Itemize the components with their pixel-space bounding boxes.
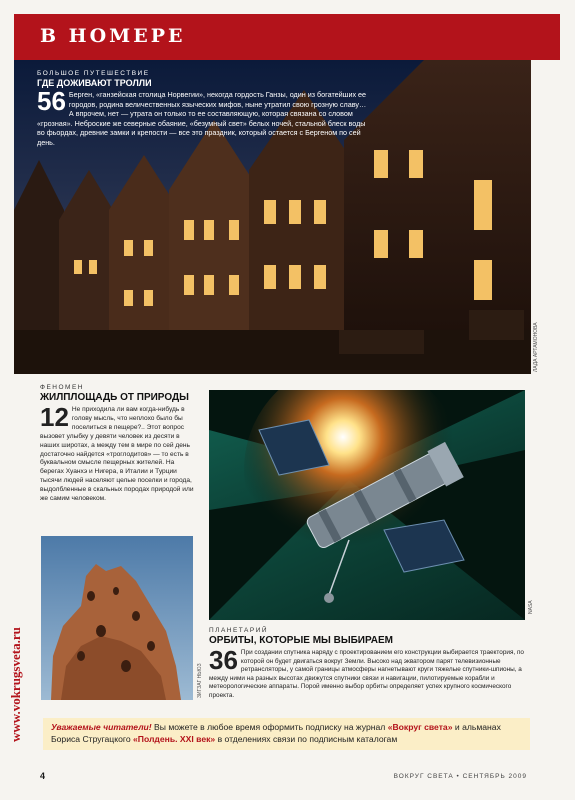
photo-credit-satellite: NASA: [528, 600, 534, 614]
article-body: [40, 402, 200, 504]
article-body: [37, 86, 367, 148]
article-kicker: БОЛЬШОЕ ПУТЕШЕСТВИЕ: [37, 70, 150, 77]
subscription-banner: [43, 718, 530, 750]
page-ref[interactable]: 36: [209, 645, 238, 675]
page-ref[interactable]: 12: [40, 402, 69, 432]
article-headline: ГДЕ ДОЖИВАЮТ ТРОЛЛИ: [37, 78, 152, 88]
site-url[interactable]: www.vokrugsveta.ru: [8, 627, 23, 742]
article-kicker: ФЕНОМЕН: [40, 384, 84, 391]
article-body: [209, 645, 525, 701]
article-bergen: [37, 70, 367, 148]
article-headline: ОРБИТЫ, КОТОРЫЕ МЫ ВЫБИРАЕМ: [209, 635, 394, 646]
page-number: 4: [40, 771, 46, 781]
footer-magazine: ВОКРУГ СВЕТА • СЕНТЯБРЬ 2009: [393, 773, 527, 780]
subscribe-text-2: и альманах Бориса Стругацкого: [51, 722, 501, 744]
article-text: Берген, «ганзейская столица Норвегии», некогда гордость Ганзы, один из богатейших ее городов, родина величественных языческих мифов, ныне утратил свою грозную славу… А впрочем, нет — утрата он только то ее составляющую, которая связана со словом «грозная». Неброские же северные обаяние, «безумный свет» белых ночей, стальной блеск воды во фьордах, древние замки и крепости — все это праздник, который остается с Бергеном по сей день.: [37, 90, 367, 147]
photo-credit-bergen: ЛАДА АРТАМОНОВА: [533, 322, 539, 372]
subscribe-text-3: в отделениях связи по подписным каталогам: [217, 734, 398, 744]
article-text: При создании спутника наряду с проектированием его конструкции выбирается траектория, по которой он будет двигаться вокруг Земли. Высоко над экватором парят телевизионные ретрансляторы, у самой границы атмосферы нагнетывают круги тяжелые спутники-шпионы, а между ними на разных высотах движутся спутники связи и навигации, пилотируемые корабли и метеорологические аппараты. Порой именно выбор орбиты определяет успех крупного космического проекта.: [209, 649, 524, 699]
photo-cave-rock: [41, 536, 193, 700]
article-orbits: [209, 627, 525, 701]
subscribe-text-1: Вы можете в любое время оформить подписку на журнал: [154, 722, 386, 732]
article-kicker: ПЛАНЕТАРИЙ: [209, 627, 269, 634]
article-caves: [40, 384, 200, 504]
section-title: В НОМЕРЕ: [40, 25, 186, 47]
article-headline: ЖИЛПЛОЩАДЬ ОТ ПРИРОДЫ: [40, 392, 189, 403]
subscribe-magazine: «Вокруг света»: [387, 722, 453, 732]
subscribe-almanac: «Полдень. XXI век»: [132, 734, 216, 744]
photo-credit-rock: ЗИГЗАГ НЬЮЗ: [197, 663, 203, 698]
photo-satellite: [209, 390, 525, 620]
page-ref[interactable]: 56: [37, 86, 66, 116]
article-text: Не приходила ли вам когда-нибудь в голову мысль, что неплохо было бы поселиться в пещере?.. Этот вопрос вызовет улыбку у девяти человек из десяти в наших широтах, а между тем в мире по сей день достаточно найдется «троглодитов» — то есть в буквальном смысле пещерных жителей. На берегах Хуанхэ и Нигера, в Италии и Турции тысячи людей населяют целые поселки и города, выдолбленные в скальных породах природой или же самим человеком.: [40, 406, 194, 503]
subscribe-lead: Уважаемые читатели!: [51, 722, 152, 732]
